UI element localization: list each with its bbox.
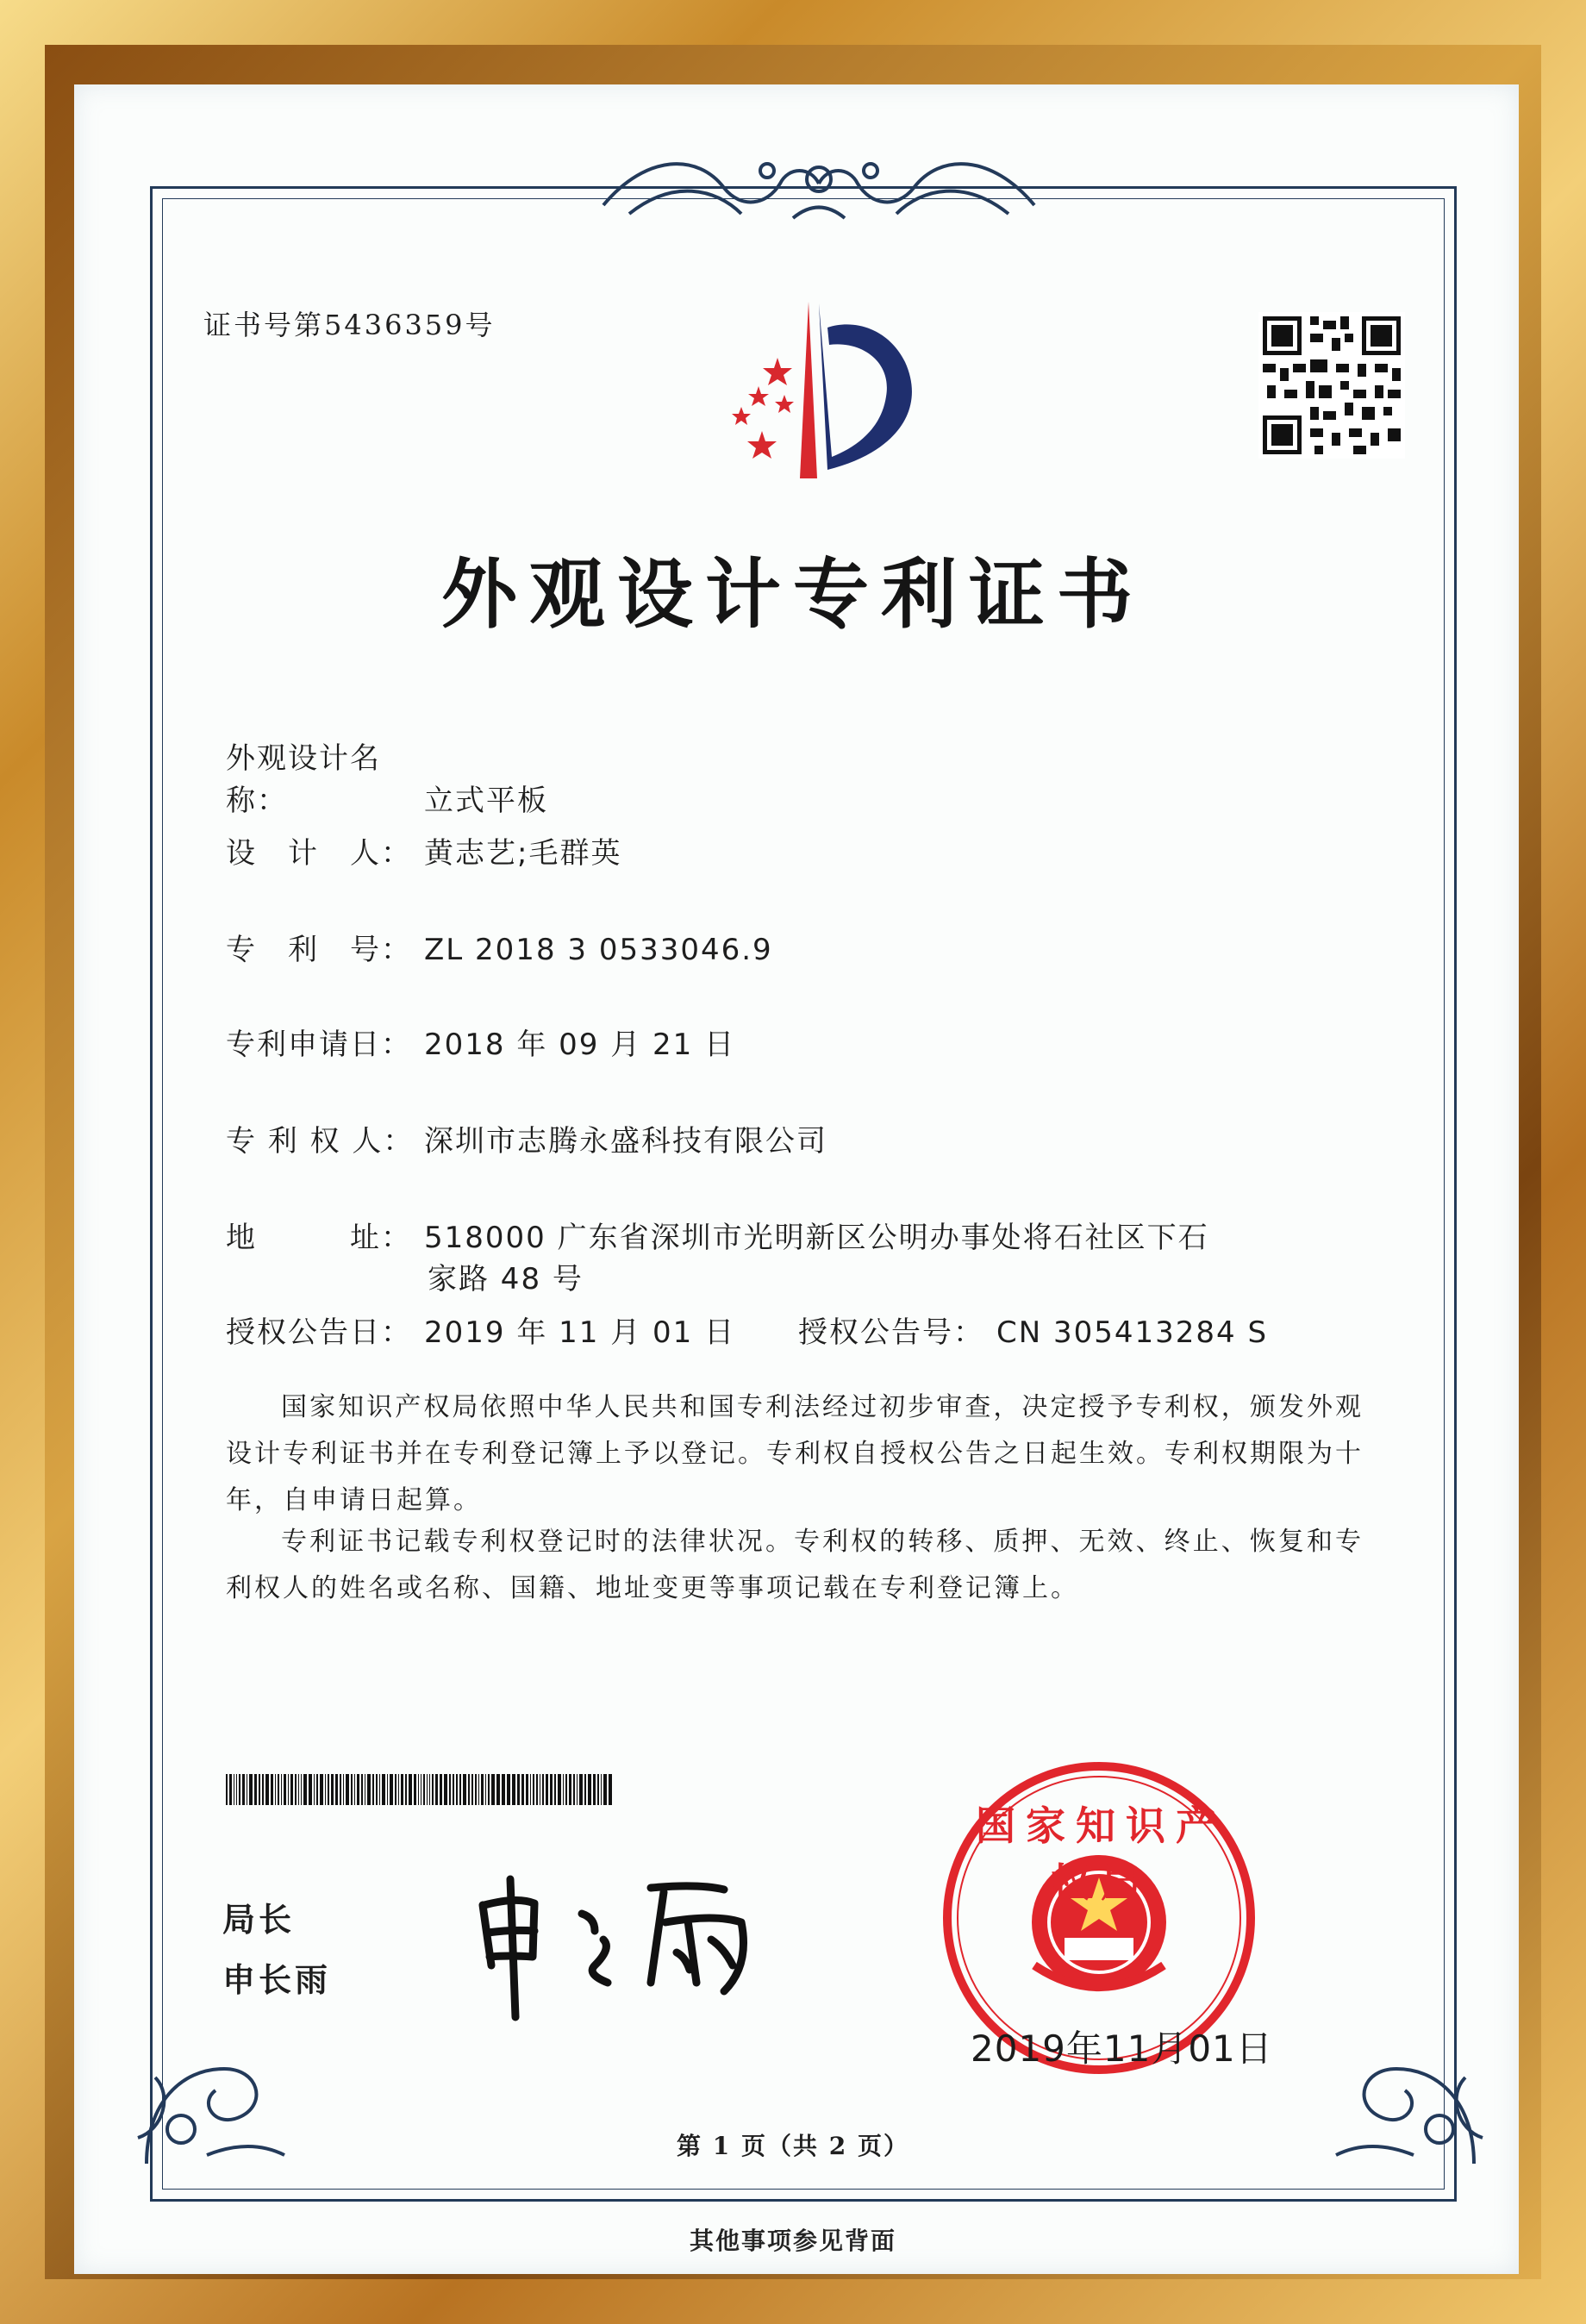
seal-date: 2019年11月01日 (971, 2027, 1273, 2070)
director-name: 申长雨 (222, 1961, 332, 1999)
field-value: CN 305413284 S (996, 1315, 1269, 1350)
field-value: 黄志艺;毛群英 (424, 836, 622, 871)
patent-office-logo-icon (698, 293, 931, 491)
field-label: 授权公告号： (798, 1315, 984, 1350)
field-label: 设 计 人： (226, 836, 412, 871)
certificate-number: 证书号第5436359号 (203, 309, 496, 341)
director-signature (465, 1853, 810, 2026)
paragraph-text: 国家知识产权局依照中华人民共和国专利法经过初步审查，决定授予专利权，颁发外观设计专利证书并在专利登记簿上予以登记。专利权自授权公告之日起生效。专利权期限为十年，自申请日起算。 (226, 1392, 1364, 1515)
field-value: 2019 年 11 月 01 日 (424, 1315, 736, 1350)
bottom-note: 其他事项参见背面 (689, 2227, 896, 2255)
address-line-2: 家路 48 号 (428, 1262, 584, 1296)
field-label: 专利申请日： (226, 1028, 412, 1062)
field-value: ZL 2018 3 0533046.9 (424, 933, 773, 967)
field-label: 专 利 权 人： (226, 1124, 415, 1159)
field-value: 立式平板 (424, 784, 548, 818)
page-number: 第 1 页（共 2 页） (677, 2132, 909, 2160)
address-row (226, 1214, 1209, 1256)
grant-number-row (798, 1309, 1268, 1351)
top-ornament-icon (595, 145, 1043, 231)
field-value: 2018 年 09 月 21 日 (424, 1028, 736, 1062)
seal-text-ring (958, 1776, 1243, 2060)
paragraph-text: 专利证书记载专利权登记时的法律状况。专利权的转移、质押、无效、终止、恢复和专利权人的姓名或名称、国籍、地址变更等事项记载在专利登记簿上。 (226, 1527, 1364, 1603)
field-label: 专 利 号： (226, 933, 412, 967)
certificate-title: 外观设计专利证书 (440, 550, 1145, 639)
body-paragraph-2 (226, 1519, 1364, 1612)
director-title: 局长 (222, 1901, 296, 1939)
field-label: 地 址： (226, 1221, 412, 1255)
barcode-icon (226, 1774, 614, 1805)
qr-code-icon (1258, 312, 1405, 459)
designer-row (226, 829, 621, 872)
body-paragraph-1 (226, 1384, 1364, 1524)
patent-number-row (226, 926, 773, 968)
application-date-row (226, 1021, 735, 1063)
field-label: 授权公告日： (226, 1315, 412, 1350)
field-value: 深圳市志腾永盛科技有限公司 (424, 1124, 827, 1159)
grant-date-row (226, 1309, 735, 1351)
seal-text: 国家知识产权局 (976, 1802, 1226, 1906)
patentee-row (226, 1117, 827, 1159)
field-value: 518000 广东省深圳市光明新区公明办事处将石社区下石 (424, 1221, 1209, 1255)
design-name-row (226, 734, 548, 819)
field-label: 外观设计名称： (226, 741, 381, 818)
